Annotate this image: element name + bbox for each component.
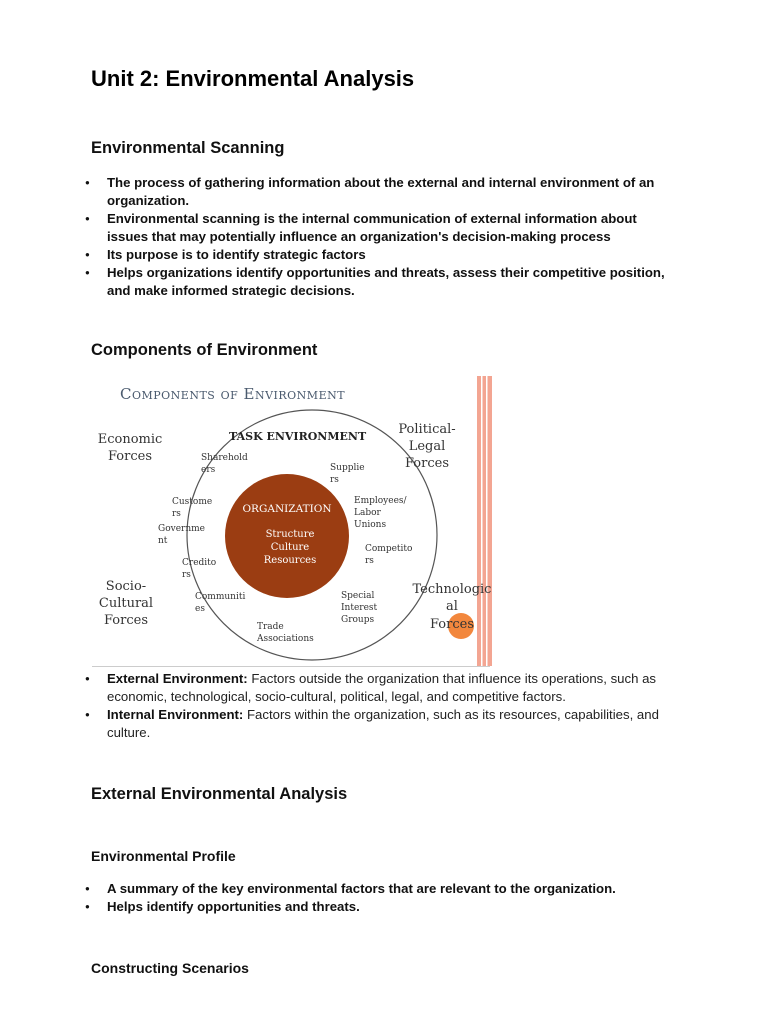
shareholders-line2: ers <box>201 465 216 475</box>
political-forces-line1: Political- <box>398 422 456 437</box>
competitors-line1: Competito <box>365 544 413 554</box>
customers-line2: rs <box>172 509 181 519</box>
decorative-stripe-line <box>486 376 488 666</box>
suppliers-line2: rs <box>330 475 339 485</box>
internal-environment-label: Internal Environment: <box>107 707 244 722</box>
list-item: ● The process of gathering information about the external and internal environment of an organization. <box>84 174 676 210</box>
special-interest-line3: Groups <box>341 615 375 625</box>
scanning-bullet-list <box>84 174 676 300</box>
trade-associations-line2: Associations <box>257 634 314 644</box>
diagram-title: Components of Environment <box>120 385 346 403</box>
external-environment-label: External Environment: <box>107 671 248 686</box>
special-interest-line2: Interest <box>341 603 378 613</box>
government-line1: Governme <box>158 524 205 534</box>
internal-environment-text: Factors within the organization, such as its resources, capabilities, and culture. <box>107 707 659 740</box>
section-heading-environmental-scanning: Environmental Scanning <box>91 139 285 157</box>
creditors-line2: rs <box>182 570 191 580</box>
components-diagram-svg <box>92 376 492 666</box>
socio-forces-line1: Socio- <box>105 579 147 594</box>
economic-forces-line1: Economic <box>97 432 163 447</box>
task-environment-label: TASK ENVIRONMENT <box>229 430 367 443</box>
subheading-constructing-scenarios: Constructing Scenarios <box>91 960 249 976</box>
organization-resources: Resources <box>263 555 317 566</box>
tech-forces-line3: Forces <box>430 617 474 632</box>
list-item: ● Environmental scanning is the internal communication of external information about issues that may potentially influence an organization's decision-making process <box>84 210 676 246</box>
page-title: Unit 2: Environmental Analysis <box>91 66 415 91</box>
organization-structure: Structure <box>265 529 315 540</box>
profile-bullet-list <box>84 880 676 916</box>
employees-line3: Unions <box>354 520 387 530</box>
external-environment-text: Factors outside the organization that influence its operations, such as economic, technological, socio-cultural, political, legal, and competitive factors. <box>107 671 657 704</box>
list-item: ● A summary of the key environmental factors that are relevant to the organization. <box>84 880 676 898</box>
suppliers-line1: Supplie <box>330 463 365 473</box>
section-heading-components: Components of Environment <box>91 341 318 359</box>
socio-forces-line2: Cultural <box>98 596 154 611</box>
communities-line2: es <box>195 604 205 614</box>
divider <box>92 666 490 667</box>
components-bullet-list <box>84 670 676 742</box>
creditors-line1: Credito <box>182 558 217 568</box>
employees-line1: Employees/ <box>354 496 407 506</box>
decorative-stripe-line <box>481 376 483 666</box>
list-item: ● Helps organizations identify opportunities and threats, assess their competitive position, and make informed strategic decisions. <box>84 264 676 300</box>
tech-forces-line2: al <box>446 599 458 614</box>
list-item: ● Its purpose is to identify strategic factors <box>84 246 676 264</box>
components-diagram <box>92 376 492 666</box>
customers-line1: Custome <box>172 497 213 507</box>
list-item <box>84 670 676 706</box>
organization-culture: Culture <box>270 542 310 553</box>
economic-forces-line2: Forces <box>108 449 152 464</box>
political-forces-line3: Forces <box>405 456 449 471</box>
organization-label: ORGANIZATION <box>242 503 332 515</box>
special-interest-line1: Special <box>341 591 375 601</box>
subheading-environmental-profile: Environmental Profile <box>91 848 236 864</box>
government-line2: nt <box>158 536 168 546</box>
decorative-stripe <box>477 376 492 666</box>
section-heading-external-analysis: External Environmental Analysis <box>91 785 348 803</box>
communities-line1: Communiti <box>195 592 246 602</box>
political-forces-line2: Legal <box>408 439 446 454</box>
employees-line2: Labor <box>354 508 381 518</box>
trade-associations-line1: Trade <box>257 622 284 632</box>
list-item <box>84 706 676 742</box>
competitors-line2: rs <box>365 556 374 566</box>
socio-forces-line3: Forces <box>104 613 148 628</box>
shareholders-line1: Sharehold <box>201 453 248 463</box>
list-item: ● Helps identify opportunities and threats. <box>84 898 676 916</box>
tech-forces-line1: Technologic <box>412 582 492 597</box>
